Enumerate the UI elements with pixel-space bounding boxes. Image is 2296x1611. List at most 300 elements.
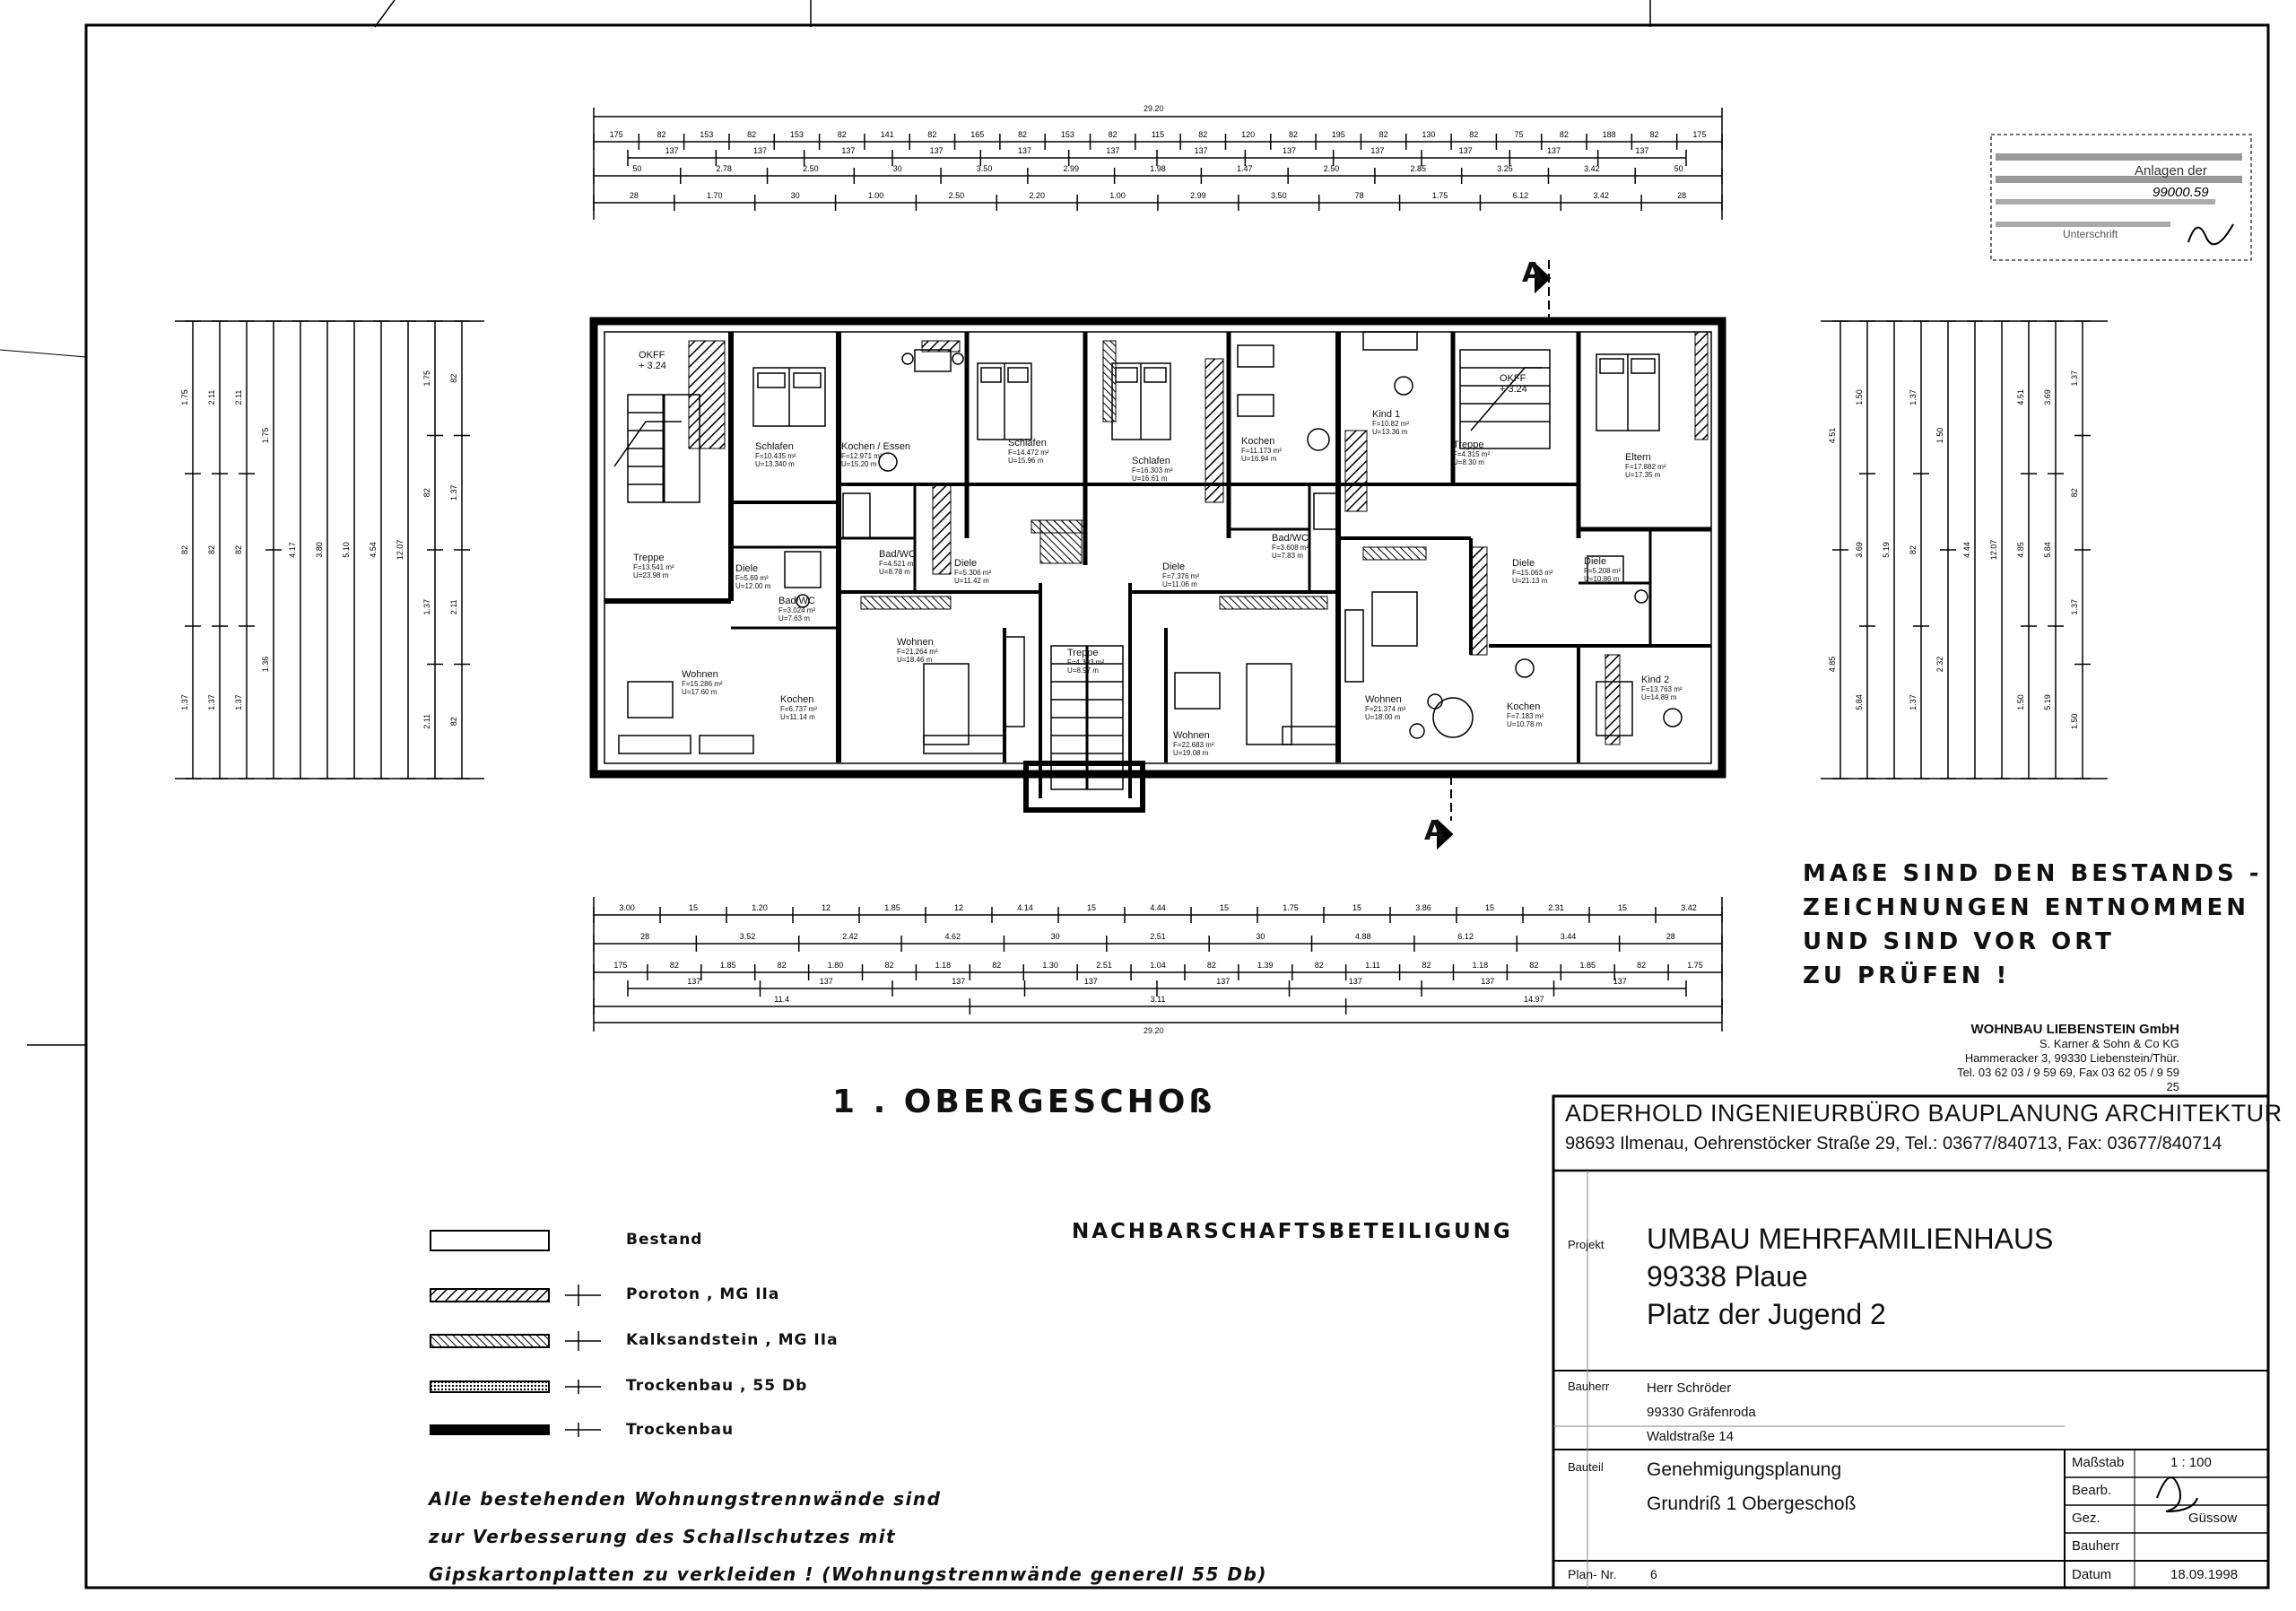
room-area: F=4.521 m² [879,560,917,568]
dim-left-c7-value: 4.54 [369,542,378,558]
dim-top-r1-value: 153 [700,130,714,139]
dim-bottom-r2-value: 2.42 [842,932,858,941]
dim-bottom-r2-value: 3.44 [1560,932,1577,941]
dim-bottom-r1-value: 15 [688,903,699,912]
dim-top-r4-value: 1.70 [707,191,723,200]
dim-left-c9-value: 2.11 [422,713,431,729]
legend-label-trockenbau: Trockenbau [626,1421,735,1439]
room-label [755,441,796,468]
room-perimeter: U=8.97 m [1067,666,1099,675]
room-label [954,558,991,585]
dim-top-r3-value: 2.50 [803,164,819,173]
dim-bottom-r3-value: 82 [1637,961,1647,970]
dim-right-c0-value: 4.51 [1828,427,1837,444]
dim-top-r1-value: 195 [1331,130,1345,139]
dim-top-r1-value: 82 [1198,130,1208,139]
dim-top-r2-value: 137 [752,146,768,155]
dim-bottom-r3-value: 82 [884,961,894,970]
stamp-line-1: Anlagen der [2135,163,2207,179]
dim-bottom-r3-value: 1.80 [827,961,844,970]
note-line: ZU PRÜFEN ! [1803,962,2011,989]
stamp-line-3: Unterschrift [2063,228,2118,240]
dim-left-c2-value: 1.37 [234,694,243,710]
room-perimeter: U=11.14 m [780,713,815,721]
dim-bottom-r4-value: 137 [1216,977,1231,986]
dim-bottom-r1-value: 4.44 [1150,903,1166,912]
dim-bottom-r1-value: 1.75 [1283,903,1299,912]
legend-label-poroton: Poroton , MG IIa [626,1285,780,1303]
total-width-top: 29.20 [1144,104,1164,113]
dim-left-c5-value: 3.80 [315,542,324,558]
dim-right-c8-value: 3.69 [2043,389,2052,405]
dim-top-r1-value: 75 [1514,130,1524,139]
dim-right-c3-value: 1.37 [1909,694,1918,710]
room-name: Kochen [1241,436,1275,447]
dim-bottom-r1-value: 12 [953,903,964,912]
dim-right-c3-value: 82 [1909,544,1918,555]
dim-bottom-r1-value: 4.14 [1017,903,1033,912]
client-label: Bauherr [1568,1380,1610,1393]
dim-bottom-r1-value: 15 [1484,903,1495,912]
dim-top-r3-value: 50 [632,164,642,173]
room-label [1365,694,1406,721]
room-label [735,563,770,590]
dim-bottom-r2-value: 6.12 [1457,932,1474,941]
office-address: 98693 Ilmenau, Oehrenstöcker Straße 29, Tel.: 03677/840713, Fax: 03677/840714 [1565,1134,2222,1154]
room-name: Diele [735,563,759,574]
dim-top-r2-value: 137 [1458,146,1473,155]
dim-bottom-r1-value: 3.00 [619,903,635,912]
room-name: OKFF [639,350,665,361]
dim-top-r2-value: 137 [1635,146,1649,155]
field-value-gez: Güssow [2188,1511,2238,1526]
dim-top-r1-value: 115 [1151,130,1165,139]
room-perimeter: U=18.00 m [1365,713,1401,721]
room-label [1162,562,1199,588]
room-perimeter: U=10.86 m [1584,575,1620,583]
dim-top-r3-value: 2.50 [1323,164,1340,173]
client-line: Waldstraße 14 [1647,1429,1734,1444]
neighbor-participation-label: NACHBARSCHAFTSBETEILIGUNG [1072,1220,1513,1243]
dim-bottom-r2-value: 30 [1050,932,1060,941]
room-area: F=4.315 m² [1453,450,1491,458]
room-area: F=13.763 m² [1641,685,1683,693]
dim-bottom-r4-value: 137 [1613,977,1627,986]
dim-bottom-r2-value: 30 [1256,932,1265,941]
owner-company [1946,1023,2179,1094]
room-name: Eltern [1625,452,1651,463]
dim-bottom-r3-value: 82 [777,961,787,970]
dim-bottom-r2-value: 3.52 [739,932,756,941]
remark-line: zur Verbesserung des Schallschutzes mit [429,1526,897,1547]
dim-top-r1-value: 82 [1469,130,1479,139]
room-perimeter: U=13.340 m [755,460,795,468]
soundproofing-remark [429,1480,1267,1593]
dim-top-r1-value: 130 [1422,130,1436,139]
room-label [1584,556,1621,583]
room-name: Bad/WC [778,596,815,606]
room-label [1500,373,1527,395]
room-label [1173,730,1214,757]
room-label [639,350,666,371]
room-area: F=5.69 m² [735,574,769,582]
room-label [1453,440,1490,466]
dim-bottom-r3-value: 82 [992,961,1002,970]
dim-bottom-r1-value: 1.85 [884,903,900,912]
dim-bottom-r1-value: 3.42 [1681,903,1697,912]
project-label: Projekt [1568,1238,1605,1251]
dimension-note [1803,857,2263,993]
room-perimeter: U=10.78 m [1507,720,1543,728]
room-perimeter: U=16.94 m [1241,455,1277,463]
room-area: F=5.306 m² [954,569,992,577]
dim-top-r2-value: 137 [841,146,856,155]
room-name: Schlafen [755,441,794,452]
room-perimeter: U=17.35 m [1625,471,1661,479]
room-area: F=21.374 m² [1365,705,1406,713]
field-value-scale: 1 : 100 [2170,1455,2212,1470]
owner-company-name: WOHNBAU LIEBENSTEIN GmbH [1970,1022,2179,1037]
dim-top-r3-value: 2.78 [716,164,732,173]
field-label-gez: Gez. [2072,1511,2100,1526]
dim-bottom-r3-value: 1.18 [1472,961,1489,970]
room-label [682,669,723,696]
dim-right-c9-value: 1.37 [2070,370,2079,387]
dim-top-r4-value: 1.00 [867,191,884,200]
room-name: Treppe [633,553,665,563]
remark-line: Alle bestehenden Wohnungstrennwände sind [429,1488,942,1510]
room-label [1272,533,1309,560]
room-area: F=7.376 m² [1162,572,1200,580]
dim-bottom-r2-value: 28 [640,932,650,941]
dim-top-r3-value: 3.25 [1497,164,1513,173]
room-name: Schlafen [1132,456,1170,466]
dim-top-r4-value: 2.50 [948,191,965,200]
dim-left-c0-value: 1.37 [180,694,189,710]
dim-top-r4-value: 28 [629,191,639,200]
dim-left-c10-value: 1.37 [449,484,458,501]
dim-bottom-r1-value: 1.20 [752,903,768,912]
dim-left-c0-value: 82 [180,544,189,555]
dim-top-r1-value: 120 [1241,130,1256,139]
room-label [1008,438,1049,465]
dim-top-r3-value: 1.47 [1237,164,1253,173]
part-text [1647,1453,1856,1521]
dim-top-r1-value: 82 [1378,130,1388,139]
dim-top-r3-value: 1.98 [1150,164,1166,173]
room-perimeter: U=8.78 m [879,568,910,576]
room-label [1372,409,1409,436]
note-line: UND SIND VOR ORT [1803,928,2115,955]
client-text [1647,1376,1756,1449]
room-area: F=12.971 m² [841,452,883,460]
dim-bottom-r2-value: 4.88 [1354,932,1371,941]
dim-top-r1-value: 141 [880,130,894,139]
room-area: F=21.264 m² [897,648,938,656]
room-name: Treppe [1453,440,1484,450]
room-label [633,553,674,579]
room-name: Wohnen [897,637,934,648]
dim-top-r4-value: 28 [1677,191,1687,200]
room-name: Schlafen [1008,438,1047,448]
dim-left-c9-value: 1.37 [422,598,431,615]
room-area: F=3.024 m² [778,606,816,614]
project-line: 99338 Plaue [1647,1260,1808,1293]
room-area: F=16.303 m² [1132,466,1173,475]
stamp-line-2: 99000.59 [2152,185,2209,200]
dim-right-c7-value: 4.51 [2016,389,2025,405]
legend-label-trockenbau-55: Trockenbau , 55 Db [626,1377,808,1395]
room-perimeter: U=11.42 m [954,577,989,585]
room-perimeter: U=11.06 m [1162,580,1197,588]
dim-top-r4-value: 2.99 [1190,191,1206,200]
dim-left-c10-value: 82 [449,717,458,727]
dim-bottom-r1-value: 15 [1086,903,1097,912]
dim-top-r1-value: 153 [789,130,804,139]
dim-right-c4-value: 1.50 [1935,427,1944,444]
dim-left-c3-value: 1.36 [261,656,270,673]
dim-top-r1-value: 82 [1649,130,1659,139]
plan-number-label: Plan- Nr. [1568,1567,1617,1581]
dim-left-c6-value: 5.10 [342,542,351,558]
room-perimeter: U=15.96 m [1008,457,1044,465]
room-label [778,596,815,623]
dim-top-r4-value: 6.12 [1512,191,1529,200]
dim-bottom-r4-value: 137 [687,977,701,986]
dim-bottom-r3-value: 2.51 [1096,961,1112,970]
dim-top-r1-value: 82 [837,130,847,139]
dim-top-r4-value: 3.50 [1271,191,1287,200]
room-name: Wohnen [1365,694,1402,705]
dim-top-r3-value: 3.42 [1584,164,1600,173]
dim-left-c4-value: 4.17 [288,542,297,558]
room-perimeter: U=8.30 m [1453,458,1484,466]
room-level: + 3.24 [1500,384,1527,395]
room-perimeter: U=13.36 m [1372,428,1408,436]
room-name: Bad/WC [879,549,916,560]
dim-top-r3-value: 2.85 [1410,164,1427,173]
section-marker-bottom: A [1424,815,1448,847]
dim-bottom-r4-value: 137 [1348,977,1362,986]
room-level: + 3.24 [639,361,666,371]
room-area: F=15.286 m² [682,680,723,688]
dim-top-r4-value: 3.42 [1593,191,1609,200]
room-area: F=22.683 m² [1173,741,1214,749]
dim-top-r1-value: 175 [1692,130,1707,139]
dim-right-c2-value: 5.19 [1882,542,1891,558]
dim-bottom-r4-value: 137 [819,977,833,986]
dim-left-c2-value: 82 [234,544,243,555]
remark-line: Gipskartonplatten zu verkleiden ! (Wohnungstrennwände generell 55 Db) [429,1563,1267,1585]
room-name: Treppe [1067,648,1099,658]
part-line: Genehmigungsplanung [1647,1459,1842,1480]
room-label [1512,558,1553,585]
room-label [1067,648,1104,675]
field-label-bearb: Bearb. [2072,1483,2112,1498]
room-label [780,694,817,721]
dim-right-c8-value: 5.19 [2043,694,2052,710]
dim-left-c10-value: 82 [449,373,458,383]
dim-bottom-r5-value: 11.4 [774,995,790,1004]
room-area: F=17.882 m² [1625,463,1666,471]
dim-top-r4-value: 30 [790,191,800,200]
room-perimeter: U=23.98 m [633,571,669,579]
dim-left-c3-value: 1.75 [261,427,270,444]
room-name: Wohnen [1173,730,1210,741]
section-marker-top: A [1522,257,1545,289]
dim-bottom-r3-value: 1.75 [1687,961,1703,970]
room-area: F=10.82 m² [1372,420,1410,428]
dim-top-r2-value: 137 [1370,146,1385,155]
plan-number: 6 [1650,1567,1657,1581]
room-perimeter: U=14.89 m [1641,693,1677,701]
dim-top-r3-value: 30 [892,164,902,173]
field-label-scale: Maßstab [2072,1455,2125,1470]
legend-label-bestand: Bestand [626,1231,703,1249]
dim-top-r1-value: 82 [1018,130,1028,139]
room-name: Diele [1162,562,1186,572]
dim-bottom-r3-value: 1.11 [1365,961,1381,970]
dim-top-r2-value: 137 [929,146,944,155]
dim-top-r4-value: 1.75 [1431,191,1448,200]
room-name: Kochen [780,694,814,705]
dim-right-c0-value: 4.85 [1828,656,1837,673]
room-name: Wohnen [682,669,718,680]
dim-bottom-r1-value: 2.31 [1548,903,1564,912]
dim-top-r2-value: 137 [1106,146,1120,155]
field-value-date: 18.09.1998 [2170,1567,2239,1582]
dim-top-r1-value: 175 [609,130,623,139]
dim-top-r3-value: 50 [1674,164,1683,173]
room-area: F=14.472 m² [1008,448,1049,457]
room-label [1241,436,1282,463]
room-area: F=4.393 m² [1067,658,1105,666]
room-area: F=5.208 m² [1584,567,1622,575]
dim-bottom-r3-value: 1.18 [935,961,952,970]
legend-label-kalksandstein: Kalksandstein , MG IIa [626,1331,839,1349]
dim-bottom-r3-value: 82 [1206,961,1216,970]
room-perimeter: U=12.00 m [735,582,771,590]
dim-bottom-r1-value: 3.86 [1415,903,1431,912]
room-area: F=11.173 m² [1241,447,1282,455]
room-name: Bad/WC [1272,533,1309,544]
room-name: OKFF [1500,373,1526,384]
dim-right-c9-value: 1.37 [2070,598,2079,615]
room-label [1641,675,1683,701]
room-perimeter: U=21.13 m [1512,577,1548,585]
dim-left-c8-value: 12.07 [396,539,404,561]
dim-right-c8-value: 5.84 [2043,542,2052,558]
room-name: Diele [954,558,978,569]
client-line: Herr Schröder [1647,1380,1732,1396]
dim-top-r1-value: 165 [970,130,985,139]
room-perimeter: U=7.83 m [1272,552,1303,560]
dim-right-c7-value: 1.50 [2016,694,2025,710]
note-line: ZEICHNUNGEN ENTNOMMEN [1803,894,2250,921]
office-name: ADERHOLD INGENIEURBÜRO BAUPLANUNG ARCHITEKTUR [1565,1100,2283,1127]
dim-bottom-r3-value: 1.85 [1579,961,1596,970]
dim-left-c10-value: 2.11 [449,599,458,615]
room-label [897,637,938,664]
dim-bottom-r5-value: 14.97 [1524,995,1544,1004]
dim-right-c5-value: 4.44 [1962,542,1971,558]
dim-bottom-r3-value: 1.39 [1257,961,1274,970]
room-label [1625,452,1666,479]
dim-right-c7-value: 4.85 [2016,542,2025,558]
dim-bottom-r3-value: 1.04 [1150,961,1166,970]
room-perimeter: U=16.61 m [1132,475,1168,483]
room-name: Diele [1584,556,1607,567]
field-label-date: Datum [2072,1567,2112,1582]
dim-bottom-r2-value: 2.51 [1150,932,1166,941]
room-area: F=10.435 m² [755,452,796,460]
room-perimeter: U=19.08 m [1173,749,1209,757]
dim-right-c1-value: 3.69 [1855,542,1864,558]
dim-top-r2-value: 137 [1546,146,1561,155]
room-perimeter: U=15.20 m [841,460,877,468]
room-perimeter: U=17.60 m [682,688,718,696]
dim-top-r1-value: 82 [1108,130,1118,139]
room-label [1507,701,1544,728]
dim-top-r3-value: 2.99 [1063,164,1079,173]
project-line: UMBAU MEHRFAMILIENHAUS [1647,1223,2054,1255]
dim-bottom-r3-value: 175 [613,961,628,970]
dim-top-r1-value: 82 [927,130,937,139]
dim-bottom-r3-value: 82 [1422,961,1431,970]
dim-bottom-r1-value: 15 [1352,903,1362,912]
dim-top-r1-value: 82 [747,130,757,139]
dim-left-c1-value: 1.37 [207,694,216,710]
room-perimeter: U=7.63 m [778,614,810,623]
project-line: Platz der Jugend 2 [1647,1298,1886,1330]
dim-top-r2-value: 137 [665,146,679,155]
dim-left-c9-value: 82 [422,488,431,498]
dim-top-r4-value: 1.00 [1109,191,1126,200]
floor-title: 1 . OBERGESCHOß [832,1084,1216,1120]
room-label [841,441,910,468]
dim-top-r4-value: 2.20 [1029,191,1045,200]
dim-right-c9-value: 1.50 [2070,713,2079,730]
room-area: F=13.541 m² [633,563,674,571]
dim-top-r1-value: 82 [1559,130,1569,139]
dim-top-r2-value: 137 [1194,146,1208,155]
dim-right-c6-value: 12.07 [1989,539,1998,561]
room-label [879,549,916,576]
dim-right-c4-value: 2.32 [1935,656,1944,673]
dim-left-c0-value: 1.75 [180,389,189,405]
dim-top-r3-value: 3.50 [976,164,993,173]
dim-bottom-r3-value: 1.85 [719,961,736,970]
dim-bottom-r3-value: 82 [669,961,679,970]
room-name: Kochen / Essen [841,441,911,452]
room-name: Diele [1512,558,1535,569]
dim-bottom-r3-value: 82 [1314,961,1324,970]
total-width-bottom: 29.20 [1144,1026,1164,1035]
dim-left-c2-value: 2.11 [234,389,243,405]
room-area: F=15.063 m² [1512,569,1553,577]
room-name: Kind 1 [1372,409,1401,420]
room-name: Kind 2 [1641,675,1670,685]
dim-right-c1-value: 1.50 [1855,389,1864,405]
dim-bottom-r3-value: 82 [1529,961,1539,970]
room-perimeter: U=18.46 m [897,656,933,664]
owner-company-line: S. Karner & Sohn & Co KG [2039,1037,2179,1050]
dim-left-c9-value: 1.75 [422,370,431,387]
dim-top-r4-value: 78 [1354,191,1364,200]
dim-right-c1-value: 5.84 [1855,694,1864,710]
dim-bottom-r3-value: 1.30 [1042,961,1058,970]
dim-bottom-r2-value: 28 [1665,932,1675,941]
